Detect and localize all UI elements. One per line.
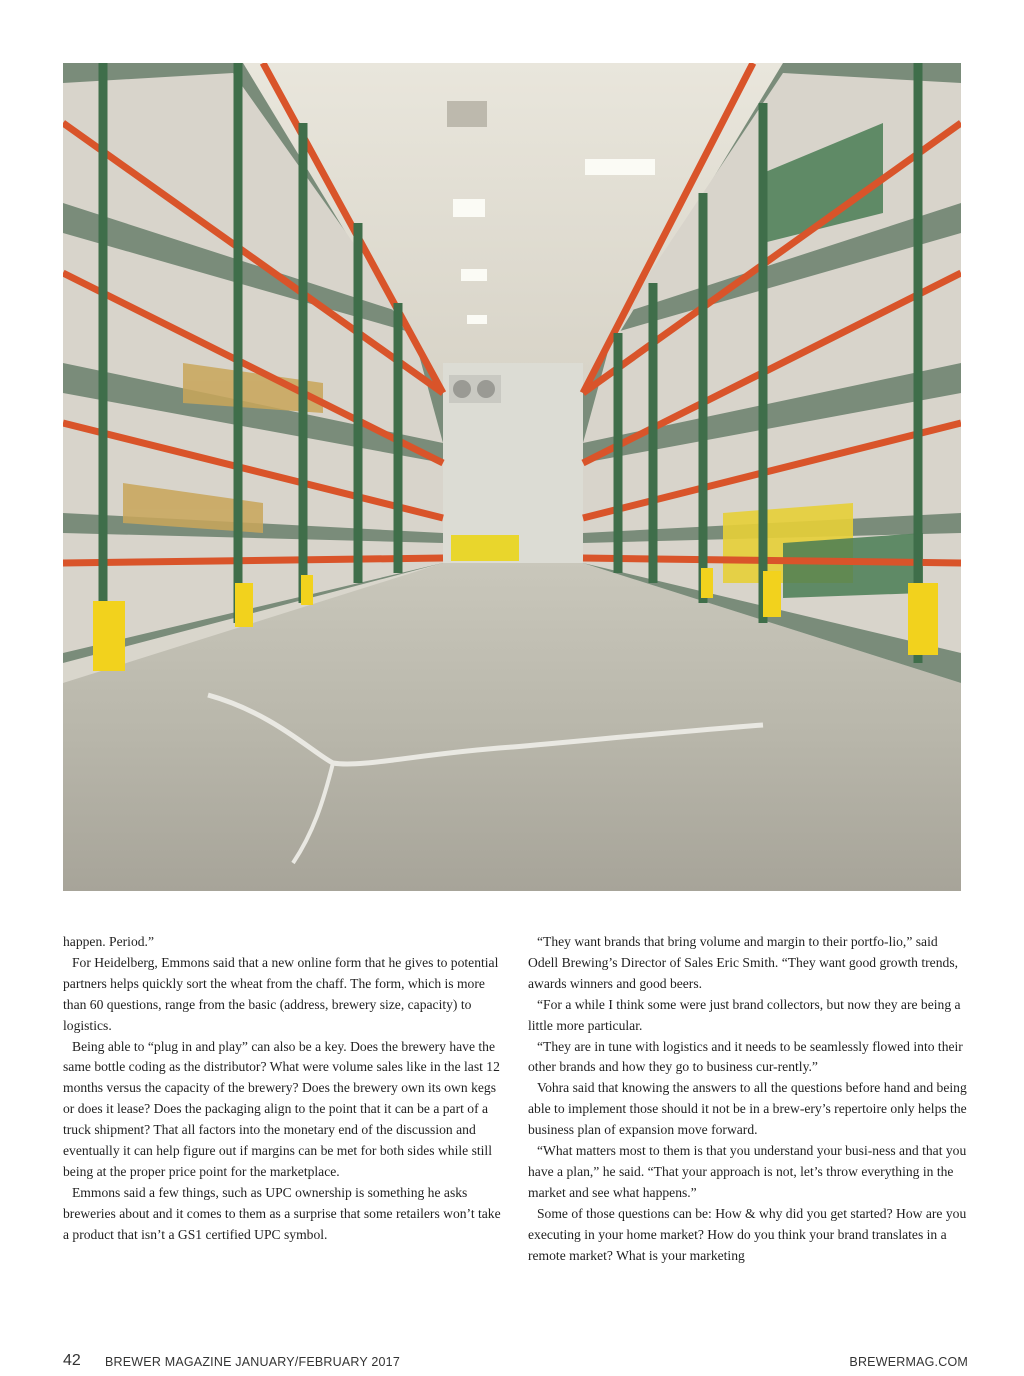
article-paragraph: Being able to “plug in and play” can also be a key. Does the brewery have the same bottle coding as the distributor? What were volume sales like in the last 12 months versus the capacity of the brewery? Does the brewery own its own kegs or does it lease? Does the packaging align to the point that it can be a part of a truck shipment? That all factors into the monetary end of the discussion and eventually it can help figure out if margins can be met for both sides while still being at the proper price point for the marketplace.: [63, 1038, 500, 1179]
page-footer: [0, 1352, 1024, 1376]
article-paragraph: Vohra said that knowing the answers to all the questions before hand and being able to implement those should it not be in a brew-ery’s repertoire only helps the business plan of expansion move forward.: [528, 1080, 967, 1138]
article-paragraph: Some of those questions can be: How & why did you get started? How are you executing in your home market? How do you think your brand translates in a remote market? What is your marketing: [528, 1205, 967, 1263]
article-paragraph: Emmons said a few things, such as UPC ownership is something he asks breweries about and it comes to them as a surprise that some retailers won’t take a product that isn’t a GS1 certified UPC symbol.: [63, 1184, 501, 1242]
article-paragraph: “They want brands that bring volume and margin to their portfo-lio,” said Odell Brewing’s Director of Sales Eric Smith. “They want good growth trends, awards winners and good beers.: [528, 934, 959, 991]
article-column-right: [528, 932, 968, 1267]
warehouse-aisle-photo: [63, 63, 961, 891]
page-number: 42: [63, 1352, 81, 1369]
article-paragraph: happen. Period.”: [63, 934, 154, 949]
warehouse-aisle-illustration: [63, 63, 961, 891]
article-column-left: [63, 932, 503, 1246]
website-link[interactable]: BREWERMAG.COM: [849, 1355, 968, 1369]
magazine-issue-label: BREWER MAGAZINE JANUARY/FEBRUARY 2017: [105, 1355, 400, 1369]
article-paragraph: “For a while I think some were just brand collectors, but now they are being a little more particular.: [528, 996, 961, 1033]
article-paragraph: “What matters most to them is that you understand your busi-ness and that you have a plan,” he said. “That your approach is not, let’s throw everything in the market and see what happens.”: [528, 1143, 967, 1200]
article-paragraph: For Heidelberg, Emmons said that a new online form that he gives to potential partners helps quickly sort the wheat from the chaff. The form, which is more than 60 questions, range from the basic (address, brewery size, capacity) to logistics.: [63, 954, 499, 1033]
article-paragraph: “They are in tune with logistics and it needs to be seamlessly flowed into their other brands and how they go to business cur-rently.”: [528, 1038, 963, 1075]
